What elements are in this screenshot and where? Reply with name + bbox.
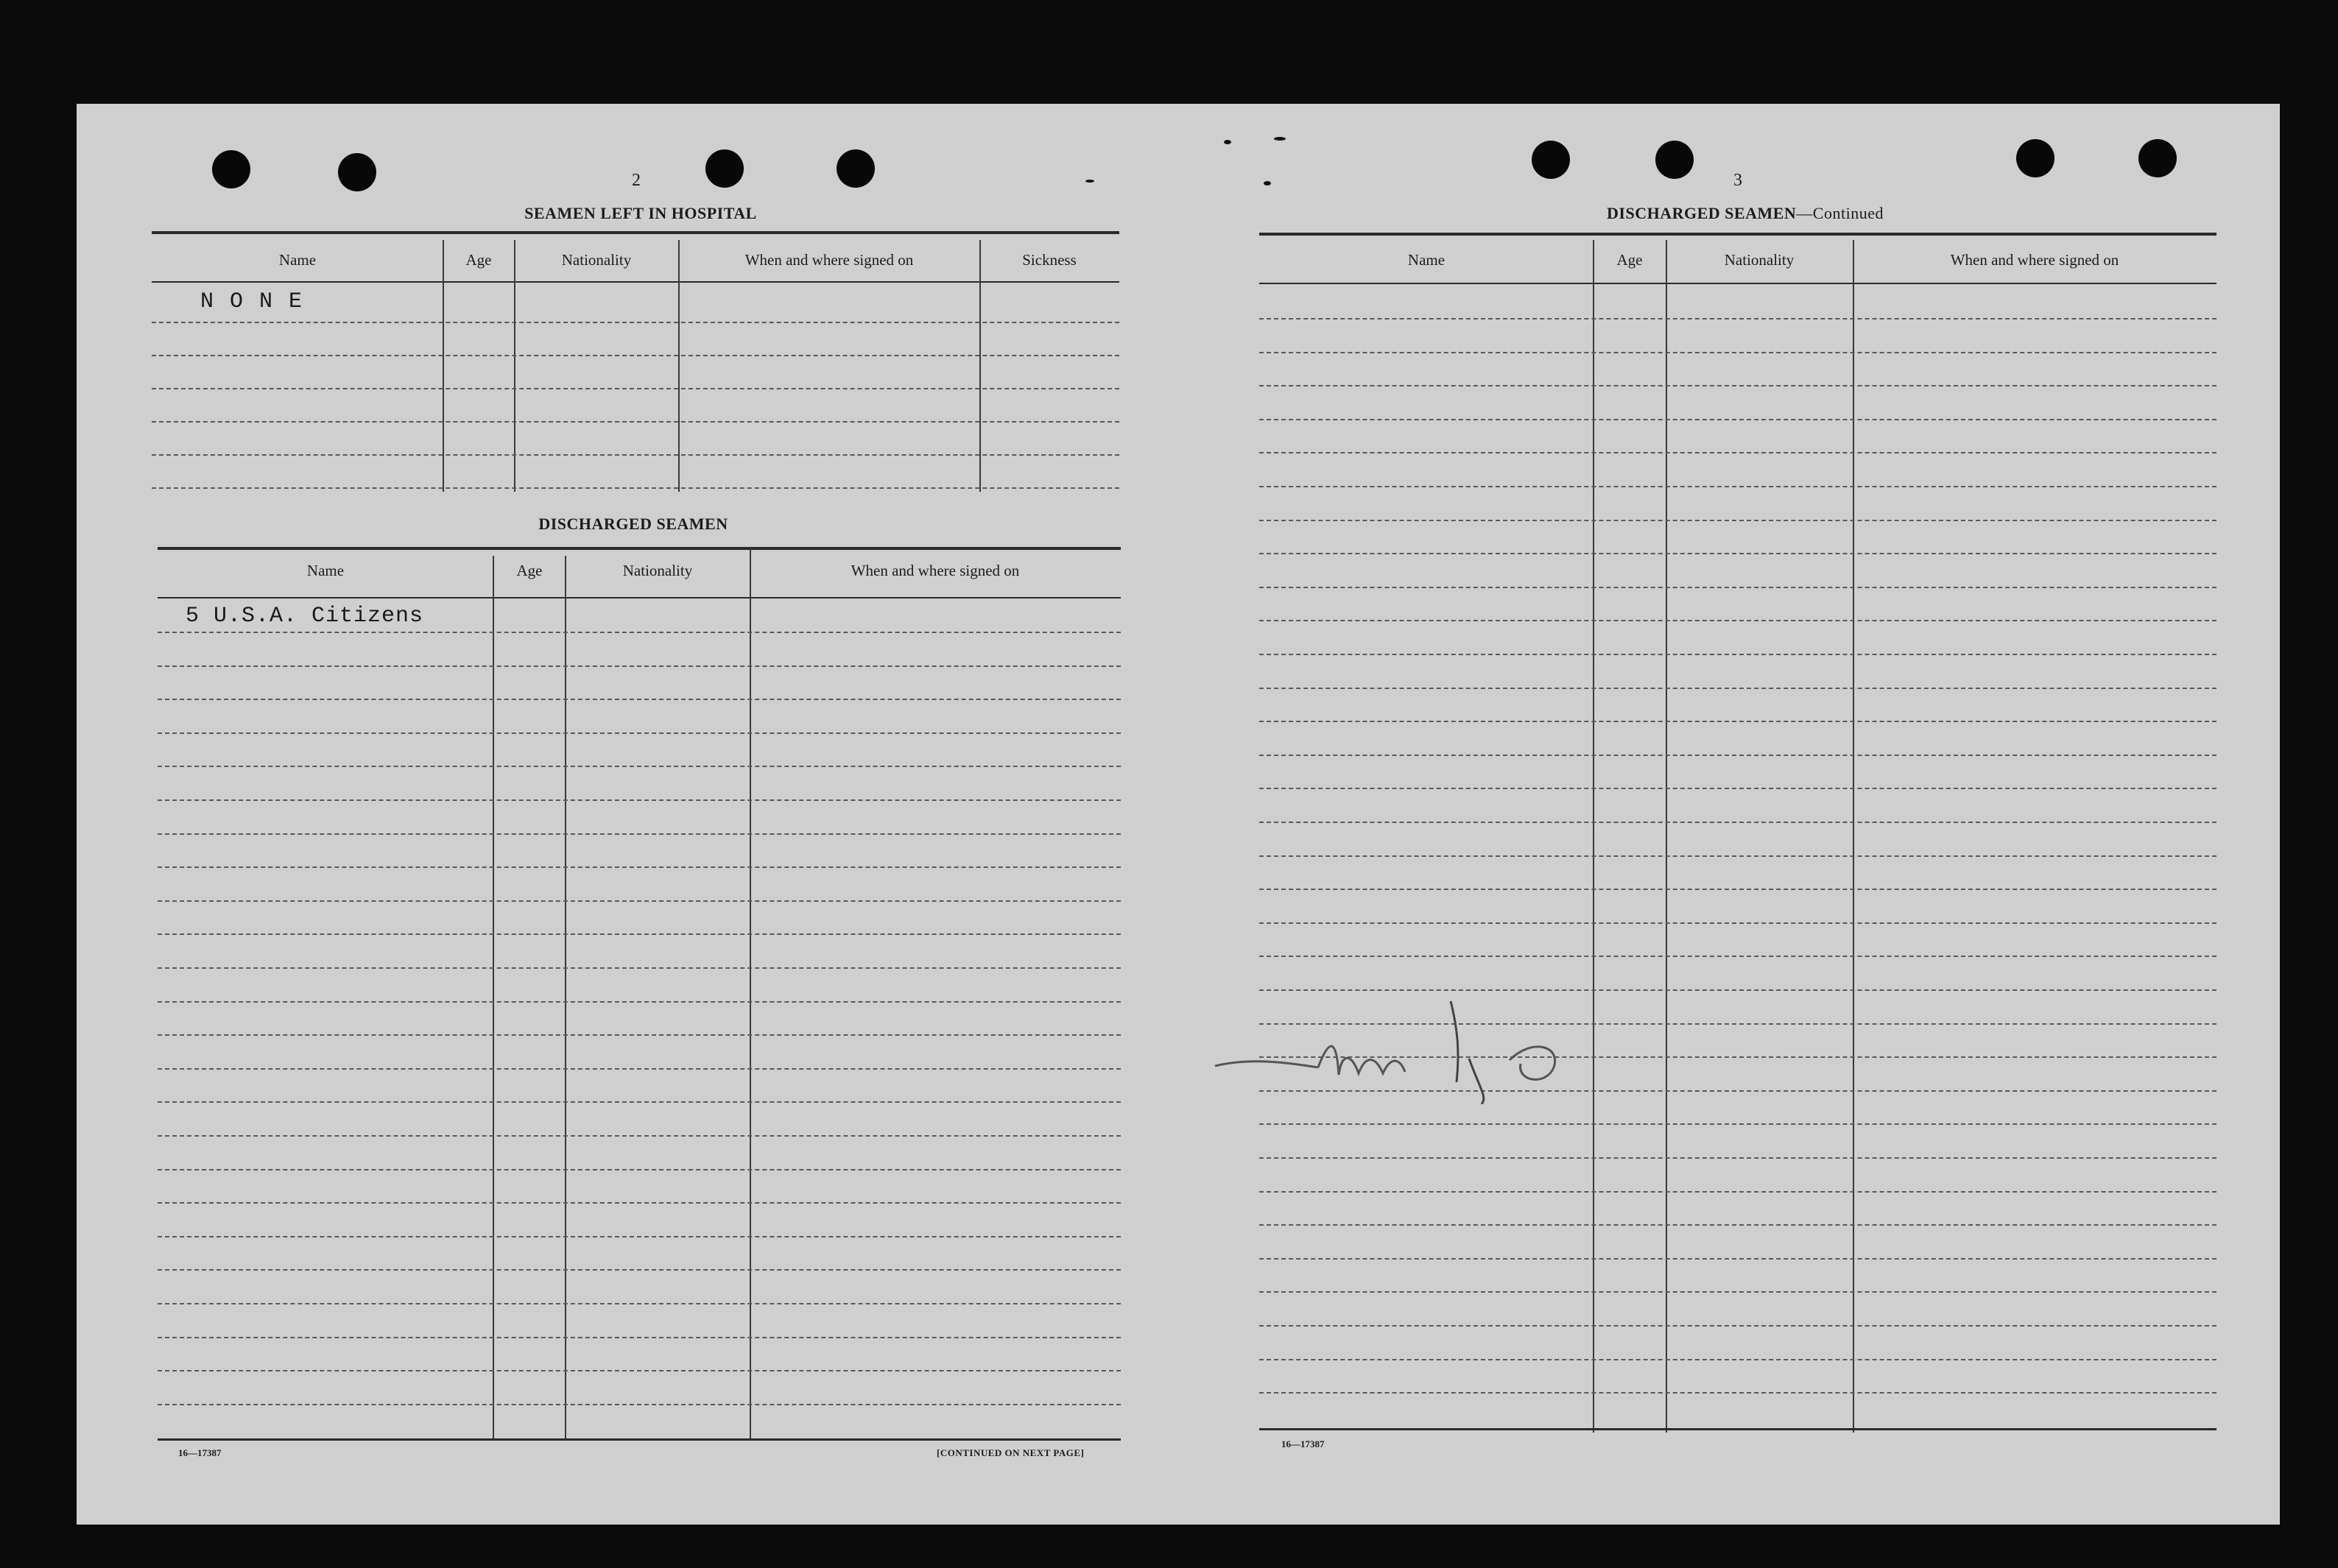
signature-icon <box>1208 986 1649 1104</box>
hospital-entry: N O N E <box>200 289 304 314</box>
row-line <box>1259 788 2216 789</box>
hospital-section-title: SEAMEN LEFT IN HOSPITAL <box>524 204 757 222</box>
row-line <box>158 1303 1121 1304</box>
row-line <box>1259 452 2216 453</box>
row-line <box>158 799 1121 801</box>
row-line <box>1259 1258 2216 1260</box>
table-bottom-rule <box>1259 1428 2216 1430</box>
continued-note: [CONTINUED ON NEXT PAGE] <box>937 1447 1085 1458</box>
discharged-continued-title <box>1510 204 1981 223</box>
row-line <box>158 1001 1121 1003</box>
form-code: 16—17387 <box>1281 1438 1325 1449</box>
discharged-title-text: DISCHARGED SEAMEN <box>1607 204 1797 222</box>
column-header-age: Age <box>516 562 543 579</box>
form-sheet <box>77 104 2280 1525</box>
page-number: 2 <box>632 171 641 190</box>
row-line <box>1259 385 2216 386</box>
row-line <box>1259 1392 2216 1394</box>
row-line <box>1259 553 2216 554</box>
column-divider <box>493 556 494 1439</box>
punch-hole-icon <box>1532 141 1570 179</box>
row-line <box>152 388 1119 389</box>
column-header-nationality: Nationality <box>561 251 632 269</box>
row-line <box>1259 1157 2216 1159</box>
column-header-name: Name <box>278 251 317 269</box>
column-divider <box>565 556 566 1439</box>
column-header-age: Age <box>1616 251 1643 269</box>
row-line <box>1259 1123 2216 1125</box>
header-rule <box>1259 283 2216 284</box>
header-rule <box>152 281 1119 283</box>
row-line <box>1259 486 2216 487</box>
row-line <box>158 665 1121 667</box>
ink-speck <box>1085 180 1094 183</box>
row-line <box>158 1068 1121 1070</box>
row-line <box>158 1370 1121 1371</box>
row-line <box>158 632 1121 633</box>
column-header-age: Age <box>465 251 492 269</box>
punch-hole-icon <box>1655 141 1694 179</box>
table-top-rule <box>1259 233 2216 236</box>
row-line <box>158 1404 1121 1405</box>
row-line <box>152 421 1119 423</box>
row-line <box>1259 822 2216 823</box>
punch-hole-icon <box>837 149 875 188</box>
row-line <box>1259 1325 2216 1327</box>
row-line <box>158 1269 1121 1271</box>
row-line <box>152 487 1119 489</box>
column-header-nationality: Nationality <box>1724 251 1795 269</box>
column-header-name: Name <box>306 562 345 579</box>
row-line <box>1259 889 2216 890</box>
row-line <box>158 1337 1121 1338</box>
row-line <box>1259 755 2216 756</box>
table-bottom-rule <box>158 1438 1121 1441</box>
punch-hole-icon <box>212 150 250 188</box>
table-top-rule <box>158 547 1121 550</box>
column-header-signed-on: When and where signed on <box>744 251 914 269</box>
column-header-name: Name <box>1407 251 1446 269</box>
row-line <box>1259 855 2216 857</box>
row-line <box>158 766 1121 767</box>
row-line <box>158 933 1121 935</box>
row-line <box>1259 620 2216 621</box>
form-code: 16—17387 <box>178 1447 222 1458</box>
punch-hole-icon <box>2016 139 2054 177</box>
table-top-rule <box>152 231 1119 234</box>
row-line <box>158 866 1121 868</box>
row-line <box>1259 352 2216 353</box>
ink-speck <box>1274 137 1286 141</box>
header-rule <box>158 597 1121 598</box>
page-number: 3 <box>1733 171 1742 190</box>
row-line <box>1259 1224 2216 1226</box>
row-line <box>158 1034 1121 1036</box>
row-line <box>158 699 1121 700</box>
row-line <box>158 1236 1121 1237</box>
row-line <box>158 1135 1121 1137</box>
row-line <box>1259 1291 2216 1293</box>
row-line <box>1259 688 2216 689</box>
row-line <box>152 454 1119 456</box>
row-line <box>1259 318 2216 319</box>
row-line <box>1259 721 2216 722</box>
row-line <box>1259 654 2216 655</box>
column-divider <box>750 548 751 1439</box>
column-header-signed-on: When and where signed on <box>1950 251 2119 269</box>
row-line <box>158 1169 1121 1170</box>
row-line <box>1259 956 2216 957</box>
column-header-signed-on: When and where signed on <box>851 562 1020 579</box>
punch-hole-icon <box>705 149 744 188</box>
punch-hole-icon <box>2138 139 2177 177</box>
row-line <box>158 833 1121 835</box>
row-line <box>158 967 1121 969</box>
ink-speck <box>1224 140 1231 144</box>
row-line <box>1259 1191 2216 1193</box>
punch-hole-icon <box>338 153 376 191</box>
ink-speck <box>1264 181 1271 186</box>
column-header-sickness: Sickness <box>1022 251 1077 269</box>
row-line <box>152 322 1119 323</box>
row-line <box>1259 587 2216 588</box>
row-line <box>158 900 1121 902</box>
row-line <box>158 1202 1121 1204</box>
row-line <box>1259 922 2216 924</box>
row-line <box>1259 520 2216 521</box>
continued-suffix: —Continued <box>1796 204 1884 222</box>
column-header-nationality: Nationality <box>622 562 693 579</box>
row-line <box>1259 1359 2216 1360</box>
discharged-section-title: DISCHARGED SEAMEN <box>538 515 728 533</box>
row-line <box>158 1101 1121 1103</box>
discharged-entry: 5 U.S.A. Citizens <box>186 604 424 629</box>
row-line <box>152 355 1119 356</box>
row-line <box>1259 419 2216 420</box>
row-line <box>158 732 1121 734</box>
